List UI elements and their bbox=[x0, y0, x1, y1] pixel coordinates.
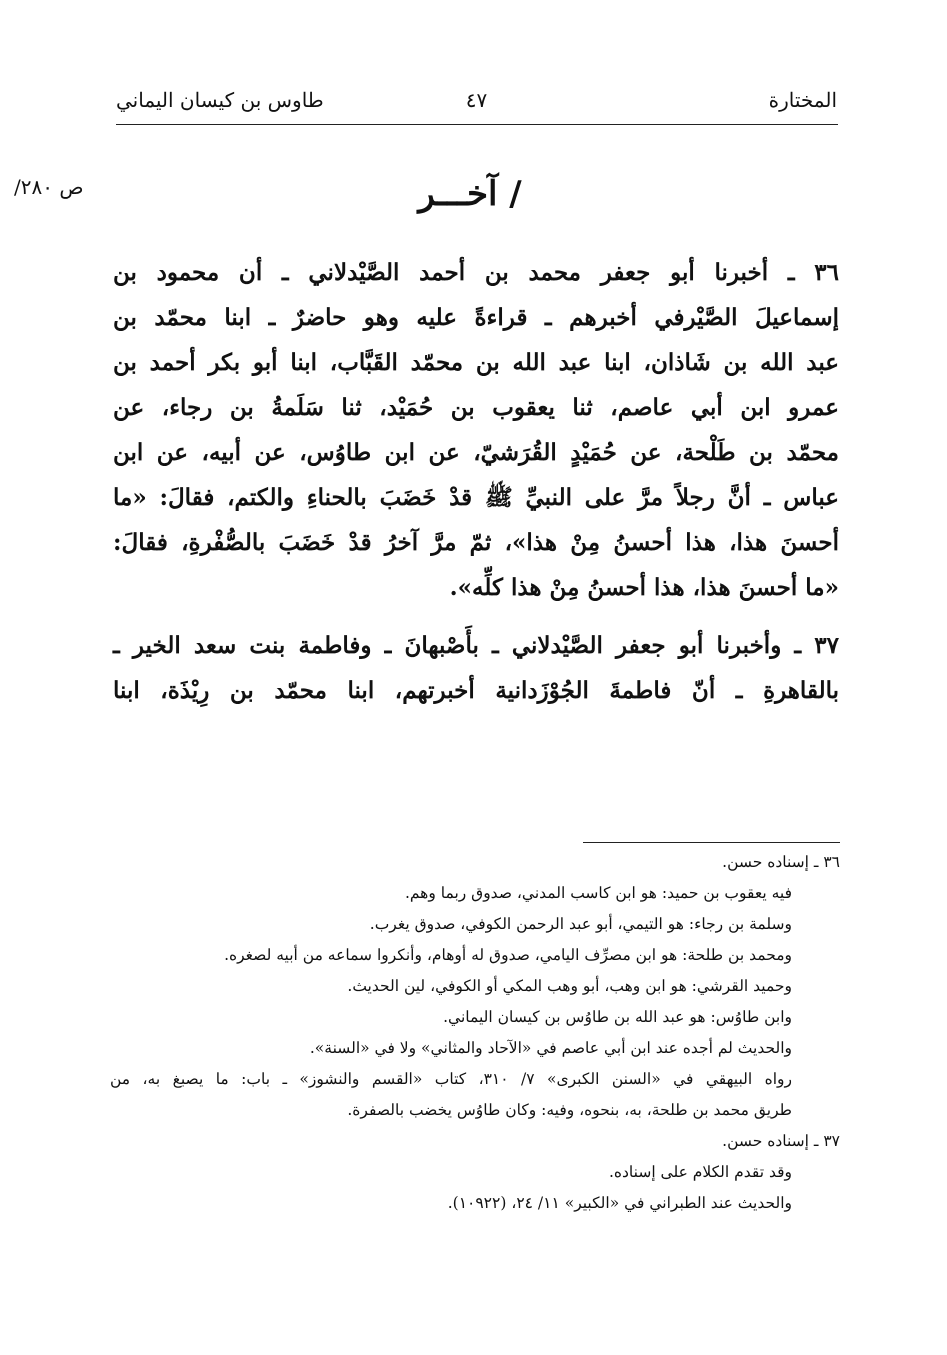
footnote-line: وسلمة بن رجاء: هو التيمي، أبو عبد الرحمن الكوفي، صدوق يغرب. bbox=[369, 915, 792, 933]
text-line: أحسنَ هذا، هذا أحسنُ مِنْ هذا»، ثمّ مرَّ آخرُ قدْ خَضَبَ بالصُّفْرةِ، فقالَ: bbox=[113, 529, 839, 556]
running-header bbox=[116, 86, 837, 120]
book-title: المختارة bbox=[768, 88, 837, 112]
footnote-line: فيه يعقوب بن حميد: هو ابن كاسب المدني، صدوق ربما وهم. bbox=[404, 884, 792, 902]
text-line: ٣٧ ـ وأخبرنا أبو جعفر الصَّيْدلاني ـ بأَصْبهانَ ـ وفاطمة بنت سعد الخير ـ bbox=[113, 632, 839, 659]
footnote-line: وحميد القرشي: هو ابن وهب، أبو وهب المكي أو الكوفي، لين الحديث. bbox=[347, 977, 792, 995]
header-divider bbox=[116, 124, 838, 125]
footnote-line: والحديث لم أجده عند ابن أبي عاصم في «الآحاد والمثاني» ولا في «السنة». bbox=[309, 1039, 792, 1057]
footnote-line: والحديث عند الطبراني في «الكبير» ١١/ ٢٤، (١٠٩٢٢). bbox=[447, 1194, 792, 1212]
text-line: «ما أحسنَ هذا، هذا أحسنُ مِنْ هذا كلِّه». bbox=[449, 574, 839, 601]
paragraph-gap bbox=[113, 610, 839, 623]
section-title: / آخـــر bbox=[418, 174, 522, 214]
text-line: عمرو ابن أبي عاصم، ثنا يعقوب بن حُمَيْد، ثنا سَلَمةُ بن رجاء، عن bbox=[113, 394, 839, 421]
footnote-line: رواه البيهقي في «السنن الكبرى» ٧/ ٣١٠، كتاب «القسم والنشوز» ـ باب: ما يصبغ به، من bbox=[110, 1070, 792, 1088]
footnotes bbox=[110, 847, 840, 1219]
text-line: ٣٦ ـ أخبرنا أبو جعفر محمد بن أحمد الصَّيْدلاني ـ أن محمود بن bbox=[113, 259, 839, 286]
page-number: ٤٧ bbox=[465, 88, 488, 112]
chapter-name: طاوس بن كيسان اليماني bbox=[116, 88, 324, 112]
text-line: إسماعيلَ الصَّيْرفي أخبرهم ـ قراءةً عليه وهو حاضرٌ ـ ابنا محمّد بن bbox=[113, 304, 839, 331]
footnote-divider bbox=[583, 842, 840, 843]
margin-page-reference: ص ٢٨٠/ bbox=[14, 175, 84, 199]
footnote-line: ٣٦ ـ إسناده حسن. bbox=[722, 853, 840, 871]
footnote-line: ٣٧ ـ إسناده حسن. bbox=[722, 1132, 840, 1150]
footnote-line: طريق محمد بن طلحة، به، بنحوه، وفيه: وكان طاوُس يخضب بالصفرة. bbox=[347, 1101, 792, 1119]
main-text bbox=[113, 250, 839, 713]
footnote-line: وابن طاوُس: هو عبد الله بن طاوُس بن كيسان اليماني. bbox=[443, 1008, 792, 1026]
text-line: عبد الله بن شَاذان، ابنا عبد الله بن محمّد القَبَّاب، ابنا أبو بكر أحمد بن bbox=[113, 349, 839, 376]
text-line: بالقاهرةِ ـ أنّ فاطمةَ الجُوْزَدانية أخبرتهم، ابنا محمّد بن رِيْذَة، ابنا bbox=[113, 677, 839, 704]
footnote-line: ومحمد بن طلحة: هو ابن مصرِّف اليامي، صدوق له أوهام، وأنكروا سماعه من أبيه لصغره. bbox=[224, 946, 792, 964]
footnote-line: وقد تقدم الكلام على إسناده. bbox=[608, 1163, 792, 1181]
text-line: عباس ـ أنَّ رجلاً مرَّ على النبيِّ ﷺ قدْ خَضَبَ بالحناءِ والكتم، فقالَ: «ما bbox=[113, 484, 839, 511]
text-line: محمّد بن طَلْحة، عن حُمَيْدٍ القُرَشيّ، عن ابن طاوُس، عن أبيه، عن ابن bbox=[113, 439, 839, 466]
